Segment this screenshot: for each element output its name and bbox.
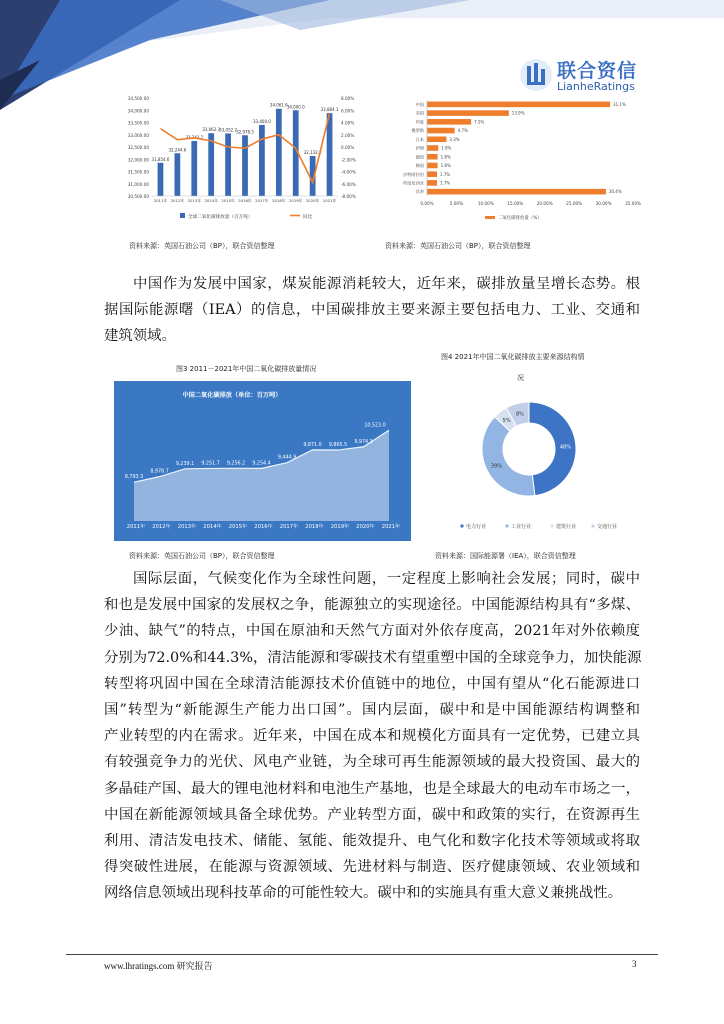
x-tick-label: 2015年 xyxy=(228,524,248,530)
category-label: 美国 xyxy=(415,110,424,116)
bar-value-label: 7.5% xyxy=(474,119,485,125)
source-fig3: 资料来源：英国石油公司（BP），联合资信整理 xyxy=(129,552,275,560)
data-label: 9,865.5 xyxy=(328,443,348,449)
data-label: 8,978.7 xyxy=(150,469,169,475)
paragraph-2-line: 多晶硅产国、最大的锂电池材料和电池生产基地，也是全球最大的电动车市场之一， xyxy=(104,780,640,797)
x-tick-label: 0.00% xyxy=(420,201,434,206)
paragraph-2 xyxy=(104,566,640,906)
legend-label: 电力行业 xyxy=(466,524,487,530)
category-label: 德国 xyxy=(415,154,424,160)
legend-marker xyxy=(505,524,508,527)
bar xyxy=(427,136,446,142)
paragraph-2-line: 得突破性进展，在能源与资源领域、先进材料与制造、医疗健康领域、农业领域和 xyxy=(104,859,640,876)
y2-tick-label: -6.00% xyxy=(341,181,356,187)
bar-value-label: 1.7% xyxy=(440,171,451,177)
legend-label: 工业行业 xyxy=(511,524,532,530)
x-tick-label: 2012年 xyxy=(170,198,185,203)
slice-value-label: 48% xyxy=(559,444,571,451)
x-tick-label: 2018年 xyxy=(305,524,324,530)
slice-value-label: 5% xyxy=(502,418,511,425)
x-tick-label: 2021年 xyxy=(381,524,401,530)
data-label: 9,444.9 xyxy=(277,455,297,461)
paragraph-1-line: 建筑领域。 xyxy=(104,328,176,345)
legend-marker xyxy=(550,524,553,527)
bar-value-label: 32,978.5 xyxy=(236,129,254,135)
paragraph-1-line: 中国作为发展中国家，煤炭能源消耗较大，近年来，碳排放量呈增长态势。根 xyxy=(133,276,640,292)
bar xyxy=(427,154,438,160)
legend-swatch xyxy=(485,216,495,219)
legend-swatch-bar xyxy=(180,213,185,218)
bar xyxy=(427,128,455,134)
x-tick-label: 2017年 xyxy=(279,524,299,530)
data-label: 8,793.3 xyxy=(124,475,144,481)
bar-value-label: 4.7% xyxy=(457,128,468,134)
chart-china-emissions xyxy=(114,381,411,541)
paragraph-1-line: 据国际能源曙（IEA）的信息，中国碳排放主要来源主要包括电力、工业、交通和 xyxy=(104,302,640,319)
legend-label: 二氧化碳排放量（%） xyxy=(498,216,542,221)
y2-tick-label: 2.00% xyxy=(341,132,355,138)
y2-tick-label: 8.00% xyxy=(341,96,355,101)
bar-value-label: 1.9% xyxy=(441,145,452,151)
bar xyxy=(327,113,333,196)
x-tick-label: 30.00% xyxy=(595,201,612,206)
bar-value-label: 31,854.6 xyxy=(151,156,170,162)
bar-value-label: 33,052.2 xyxy=(219,127,237,133)
x-tick-label: 2014年 xyxy=(203,524,222,530)
chart-title: 中国二氧化碳排放（单位：百万吨） xyxy=(182,392,282,399)
source-fig4: 资料来源：国际能源署（IEA），联合资信整理 xyxy=(435,552,576,560)
bar xyxy=(242,135,248,196)
category-label: 沙特阿拉伯 xyxy=(403,171,424,177)
legend-label: 建筑行业 xyxy=(556,524,577,530)
y2-tick-label: -8.00% xyxy=(341,194,356,199)
bar xyxy=(427,189,606,195)
x-tick-label: 2019年 xyxy=(330,524,350,530)
paragraph-2-line: 利用、清洁发电技术、储能、氢能、能效提升、电气化和数字化技术等领域或将取 xyxy=(104,832,640,849)
category-label: 其余 xyxy=(415,189,424,195)
legend-marker xyxy=(460,524,463,527)
x-tick-label: 15.00% xyxy=(507,201,524,206)
slice-value-label: 8% xyxy=(515,411,524,418)
x-tick-label: 2020年 xyxy=(356,524,375,530)
paragraph-2-line: 产业转型的内在需求。近年来，中国在成本和规模化方面具有一定优势，已建立具 xyxy=(104,728,640,745)
x-tick-label: 20.00% xyxy=(536,201,553,206)
paragraph-2-line: 分别为72.0%和44.3%，清洁能源和零碳技术有望重塑中国的全球竞争力，加快能源 xyxy=(104,649,642,666)
x-tick-label: 2011年 xyxy=(126,524,146,530)
bar xyxy=(158,163,164,196)
x-tick-label: 2011年 xyxy=(153,198,168,203)
category-label: 伊朗 xyxy=(415,145,424,151)
bar xyxy=(427,145,438,151)
bar-value-label: 33,400.0 xyxy=(253,118,271,124)
category-label: 中国 xyxy=(415,101,424,107)
logo-mark-icon xyxy=(519,58,553,92)
category-label: 印度尼西亚 xyxy=(403,180,424,186)
x-tick-label: 5.00% xyxy=(449,201,464,206)
bar-value-label: 33,062.3 xyxy=(202,127,221,133)
bar xyxy=(174,153,180,196)
chart-emission-sources xyxy=(452,385,642,535)
x-tick-label: 2012年 xyxy=(152,524,171,530)
footer-rule xyxy=(66,954,658,955)
footer-site: www.lhratings.com 研究报告 xyxy=(104,961,213,971)
bar xyxy=(427,110,509,116)
bar xyxy=(427,119,471,125)
legend-label: 全球二氧化碳排放量（百万吨） xyxy=(188,215,253,220)
x-tick-label: 2013年 xyxy=(187,198,202,203)
bar xyxy=(208,133,214,196)
y2-tick-label: 4.00% xyxy=(341,120,355,126)
y-tick-label: 32,500.00 xyxy=(127,145,149,150)
y-tick-label: 33,000.00 xyxy=(127,132,149,138)
fig4-title-line2: 况 xyxy=(517,374,524,382)
data-label: 9,254.4 xyxy=(252,461,271,467)
x-tick-label: 2014年 xyxy=(204,198,218,203)
bar xyxy=(427,171,437,177)
bar-value-label: 1.8% xyxy=(440,154,451,160)
y2-tick-label: 6.00% xyxy=(341,108,355,114)
bar-value-label: 1.7% xyxy=(440,180,451,186)
x-tick-label: 2021年 xyxy=(322,198,337,203)
bar-value-label: 3.3% xyxy=(449,136,460,142)
x-tick-label: 35.00% xyxy=(625,201,641,206)
paragraph-2-line: 国际层面，气候变化作为全球性问题，一定程度上影响社会发展；同时，碳中 xyxy=(133,571,640,587)
x-tick-label: 2016年 xyxy=(254,524,273,530)
x-tick-label: 10.00% xyxy=(477,201,494,206)
bar-value-label: 13.9% xyxy=(511,110,525,116)
bar xyxy=(225,133,231,196)
category-label: 韩国 xyxy=(415,163,424,169)
category-label: 印度 xyxy=(415,119,424,125)
y-tick-label: 34,000.00 xyxy=(127,108,149,114)
data-label: 9,974.3 xyxy=(354,439,373,445)
paragraph-2-line: 网络信息领域出现科技革命的可能性较大。碳中和的实施具有重大意义兼挑战性。 xyxy=(104,885,623,902)
chart-country-share xyxy=(385,92,645,227)
bar xyxy=(259,125,265,196)
legend-label: 同比 xyxy=(303,215,313,220)
legend-marker xyxy=(591,524,594,527)
chart-global-emissions xyxy=(110,92,375,227)
paragraph-2-line: 中国在新能源领域具备全球优势。产业转型方面，碳中和政策的实行，在资源再生 xyxy=(104,806,640,823)
paragraph-1 xyxy=(104,271,640,350)
y2-tick-label: -4.00% xyxy=(341,169,356,175)
y2-tick-label: 0.00% xyxy=(341,145,355,150)
y-tick-label: 30,500.00 xyxy=(127,194,149,199)
bar-value-label: 1.8% xyxy=(440,163,451,169)
page-number: 3 xyxy=(632,959,637,969)
source-fig1: 资料来源：英国石油公司（BP），联合资信整理 xyxy=(129,242,275,250)
fig4-title-line1: 图4 2021年中国二氧化碳排放主要来源结构情 xyxy=(441,353,585,361)
bar xyxy=(427,180,437,186)
bar xyxy=(427,163,438,169)
category-label: 俄罗斯 xyxy=(411,128,424,134)
x-tick-label: 2020年 xyxy=(305,198,320,203)
logo-en: LianheRatings xyxy=(557,80,635,93)
x-tick-label: 2017年 xyxy=(255,198,269,203)
bar xyxy=(427,102,610,108)
y-tick-label: 34,500.00 xyxy=(127,96,149,101)
bar-value-label: 31.1% xyxy=(613,101,626,107)
data-label: 9,251.7 xyxy=(201,461,220,467)
y-tick-label: 33,500.00 xyxy=(127,120,149,126)
x-tick-label: 2018年 xyxy=(272,198,286,203)
logo xyxy=(519,56,659,96)
paragraph-2-line: 和也是发展中国家的发展权之争，能源独立的实现途径。中国能源结构具有“多煤、 xyxy=(104,597,640,614)
x-tick-label: 25.00% xyxy=(566,201,583,206)
y-tick-label: 31,000.00 xyxy=(127,181,149,187)
bar-value-label: 30.4% xyxy=(608,189,622,195)
y2-tick-label: -2.00% xyxy=(341,157,356,163)
bar-value-label: 32,132.2 xyxy=(303,150,322,156)
legend-label: 交通行业 xyxy=(597,524,618,530)
paragraph-2-line: 有较强竞争力的光伏、风电产业链，为全球可再生能源领域的最大投资国、最大的 xyxy=(104,754,640,771)
bar-value-label: 34,000.0 xyxy=(286,104,305,110)
data-label: 9,871.0 xyxy=(303,442,322,448)
x-tick-label: 2015年 xyxy=(221,198,235,203)
category-label: 日本 xyxy=(415,136,424,142)
y-tick-label: 32,000.00 xyxy=(127,157,149,163)
y-tick-label: 31,500.00 xyxy=(127,169,149,175)
x-tick-label: 2019年 xyxy=(288,198,303,203)
slice-value-label: 39% xyxy=(490,463,503,470)
bar xyxy=(191,141,197,196)
data-label: 9,256.2 xyxy=(226,461,246,467)
data-label: 9,239.1 xyxy=(175,461,195,467)
data-label: 10,523.0 xyxy=(364,423,386,429)
bar-value-label: 32,743.2 xyxy=(185,135,204,141)
bar xyxy=(276,109,282,196)
x-tick-label: 2016年 xyxy=(238,198,252,203)
bar-value-label: 32,244.6 xyxy=(168,147,187,153)
x-tick-label: 2013年 xyxy=(177,524,197,530)
paragraph-2-line: 少油、缺气”的特点，中国在原油和天然气方面对外依存度高，2021年对外依赖度 xyxy=(104,623,640,640)
logo-cn: 联合资信 xyxy=(557,60,638,82)
fig3-title: 图3 2011－2021年中国二氧化碳排放量情况 xyxy=(176,365,317,373)
paragraph-2-line: 转型将巩固中国在全球清洁能源技术价值链中的地位，中国有望从“化石能源进口 xyxy=(104,675,640,692)
bar-value-label: 34,061.6 xyxy=(269,102,288,108)
source-fig2: 资料来源：英国石油公司（BP），联合资信整理 xyxy=(385,242,531,250)
bar-value-label: 33,884.1 xyxy=(320,107,339,113)
paragraph-2-line: 国”转型为“新能源生产能力出口国”。国内层面，碳中和是中国能源结构调整和 xyxy=(104,701,640,718)
